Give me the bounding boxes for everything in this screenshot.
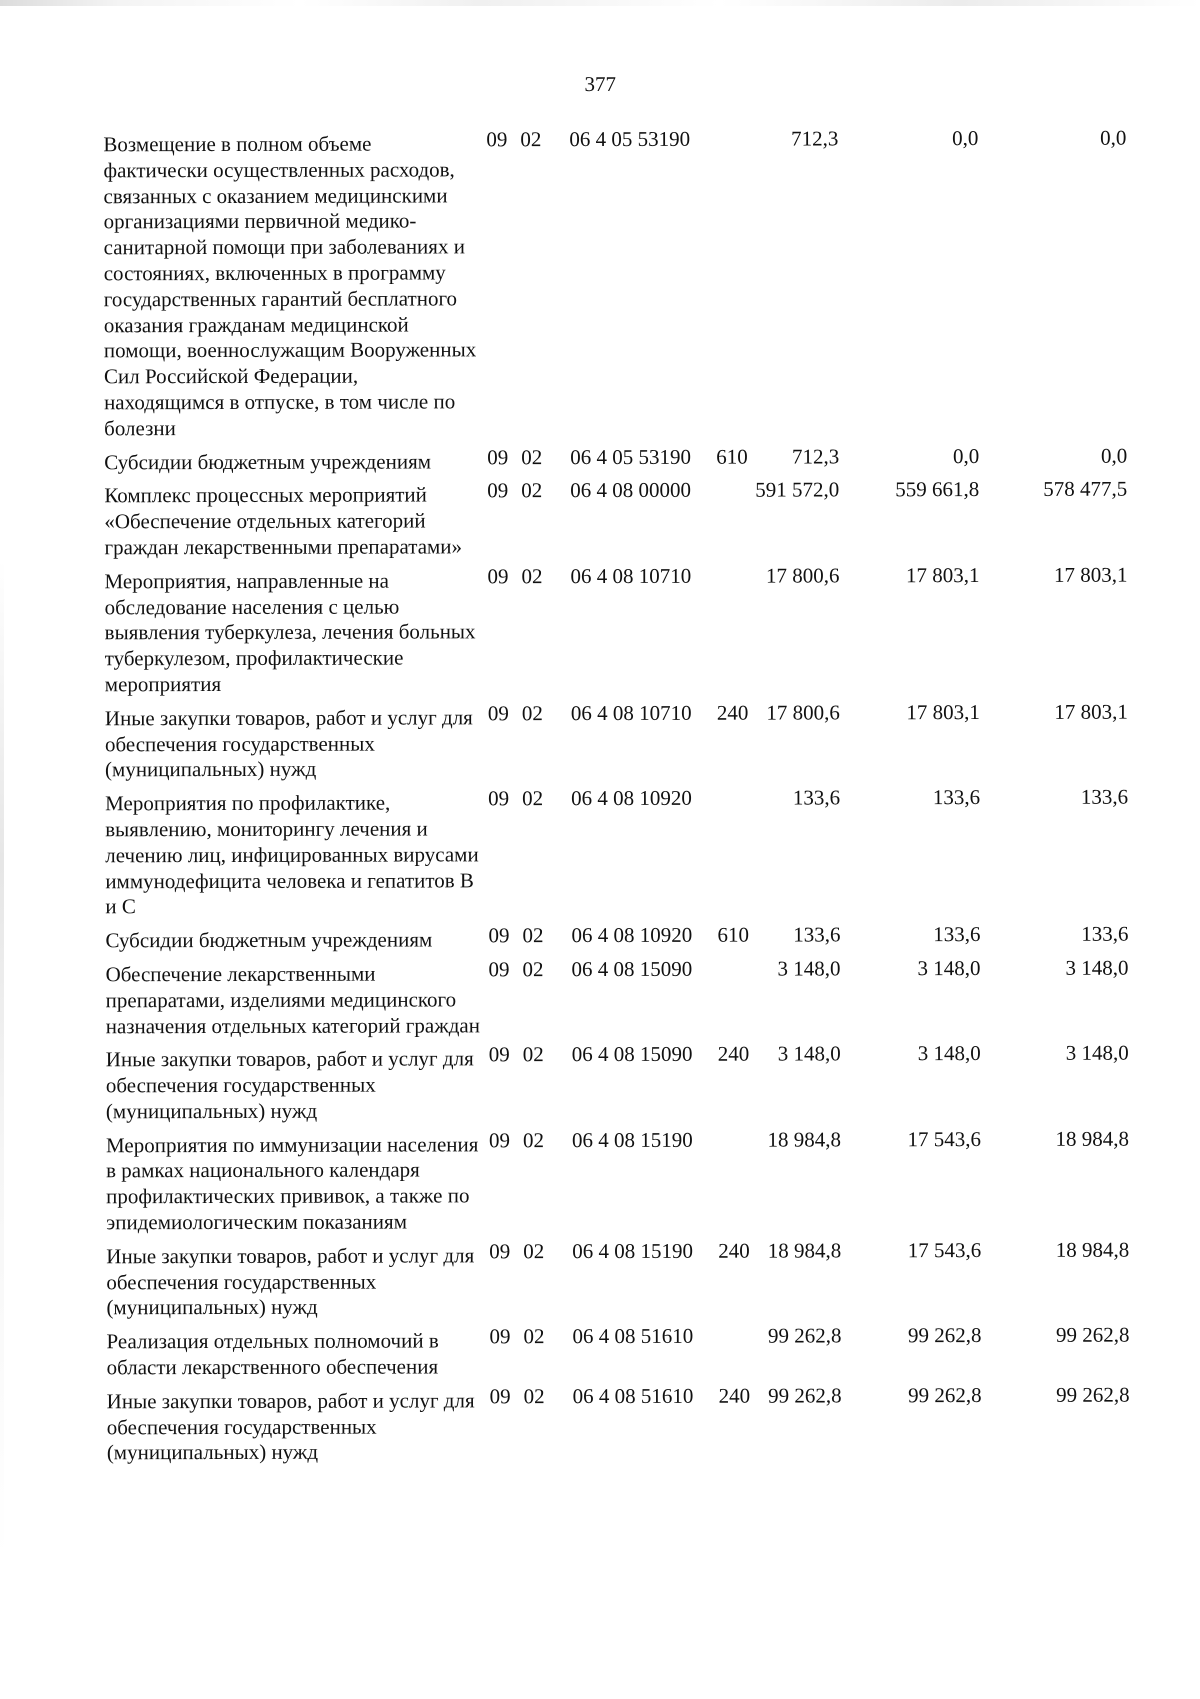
amount-year-3: 0,0	[1100, 125, 1127, 150]
budget-table	[103, 125, 1172, 1475]
subsection-code: 02	[522, 786, 544, 811]
amount-year-3: 578 477,5	[1043, 476, 1128, 502]
table-row	[104, 562, 1169, 698]
section-code: 09	[488, 786, 510, 811]
target-article-code: 06 4 08 51610	[572, 1383, 694, 1408]
target-article-code: 06 4 05 53190	[570, 444, 691, 469]
amount-year-3: 18 984,8	[1055, 1126, 1130, 1151]
amount-year-3: 17 803,1	[1053, 562, 1128, 587]
amount-year-2: 3 148,0	[917, 955, 981, 981]
target-article-code: 06 4 08 10920	[571, 922, 693, 948]
section-code: 09	[488, 957, 510, 982]
row-name: Возмещение в полном объеме фактически осуществленных расходов, связанных с оказанием медицинскими организациями первичной медико-санитарной помощи при заболеваниях и состояниях, включенных в программу государственных гарантий бесплатного оказания гражданам медицинской помощи, военнослужащим Вооруженных Сил Российской Федерации, находящимся в отпуске, в том числе по болезни	[103, 131, 477, 441]
expense-type-code: 240	[716, 700, 749, 725]
amount-year-2: 17 803,1	[906, 699, 980, 724]
amount-year-2: 0,0	[952, 126, 979, 151]
amount-year-3: 3 148,0	[1065, 955, 1129, 980]
expense-type-code: 610	[716, 444, 748, 469]
amount-year-1: 99 262,8	[768, 1383, 842, 1408]
subsection-code: 02	[521, 444, 543, 469]
subsection-code: 02	[523, 1324, 545, 1349]
section-code: 09	[489, 1384, 511, 1409]
table-row	[104, 699, 1170, 783]
subsection-code: 02	[522, 923, 544, 948]
amount-year-1: 133,6	[792, 785, 841, 810]
table-row	[103, 125, 1169, 442]
row-name: Мероприятия, направленные на обследование населения с целью выявления туберкулеза, лечения больных туберкулезом, профилактические мероприятия	[104, 568, 476, 697]
amount-year-2: 17 543,6	[907, 1237, 982, 1263]
table-row	[105, 921, 1170, 955]
amount-year-1: 3 148,0	[777, 956, 841, 981]
page-number: 377	[584, 71, 617, 97]
table-row	[106, 1237, 1171, 1321]
amount-year-1: 591 572,0	[755, 477, 840, 502]
table-row	[105, 784, 1170, 921]
expense-type-code: 610	[717, 922, 749, 947]
section-code: 09	[488, 923, 510, 948]
table-row	[104, 443, 1169, 476]
row-name: Иные закупки товаров, работ и услуг для обеспечения государственных (муниципальных) нужд	[104, 705, 473, 782]
row-name: Комплекс процессных мероприятий «Обеспечение отдельных категорий граждан лекарственными препаратами»	[104, 482, 463, 560]
amount-year-1: 18 984,8	[767, 1238, 842, 1263]
target-article-code: 06 4 08 15190	[572, 1238, 694, 1263]
row-name: Обеспечение лекарственными препаратами, изделиями медицинского назначения отдельных категорий граждан	[105, 961, 481, 1038]
section-code: 09	[489, 1324, 511, 1349]
target-article-code: 06 4 08 15090	[571, 956, 693, 981]
target-article-code: 06 4 08 10710	[570, 563, 692, 588]
amount-year-3: 99 262,8	[1055, 1322, 1130, 1348]
amount-year-2: 17 543,6	[907, 1126, 982, 1151]
table-row	[106, 1322, 1171, 1381]
amount-year-1: 99 262,8	[767, 1323, 842, 1348]
table-row	[106, 1382, 1172, 1466]
row-name: Мероприятия по профилактике, выявлению, мониторингу лечения и лечению лиц, инфицированных вирусами иммунодефицита человека и гепатитов B и C	[105, 790, 479, 919]
target-article-code: 06 4 08 10920	[571, 785, 692, 811]
expense-type-code: 240	[718, 1238, 750, 1263]
amount-year-3: 17 803,1	[1054, 699, 1128, 724]
section-code: 09	[487, 478, 509, 503]
expense-type-code: 240	[718, 1383, 751, 1408]
amount-year-1: 3 148,0	[777, 1041, 841, 1066]
amount-year-3: 0,0	[1100, 443, 1128, 468]
section-code: 09	[487, 444, 509, 469]
row-name: Иные закупки товаров, работ и услуг для обеспечения государственных (муниципальных) нужд	[106, 1388, 475, 1465]
amount-year-1: 17 800,6	[765, 563, 840, 588]
expense-type-code: 240	[717, 1041, 750, 1066]
amount-year-2: 133,6	[932, 785, 981, 810]
subsection-code: 02	[522, 957, 544, 982]
target-article-code: 06 4 08 15190	[571, 1127, 693, 1152]
amount-year-1: 712,3	[791, 126, 839, 151]
table-row	[104, 476, 1169, 561]
row-name: Иные закупки товаров, работ и услуг для обеспечения государственных (муниципальных) нужд	[105, 1046, 474, 1124]
subsection-code: 02	[522, 1127, 545, 1152]
amount-year-1: 18 984,8	[767, 1127, 842, 1152]
amount-year-3: 3 148,0	[1065, 1040, 1129, 1066]
subsection-code: 02	[520, 127, 542, 152]
amount-year-2: 133,6	[933, 922, 981, 947]
table-row	[105, 1126, 1171, 1236]
section-code: 09	[488, 1042, 510, 1067]
row-name: Иные закупки товаров, работ и услуг для обеспечения государственных (муниципальных) нужд	[106, 1243, 475, 1320]
amount-year-2: 99 262,8	[907, 1323, 982, 1348]
subsection-code: 02	[521, 563, 543, 588]
section-code: 09	[486, 127, 508, 152]
target-article-code: 06 4 08 10710	[570, 700, 692, 725]
amount-year-2: 99 262,8	[908, 1382, 982, 1408]
row-name: Реализация отдельных полномочий в области лекарственного обеспечения	[106, 1328, 439, 1380]
subsection-code: 02	[521, 478, 543, 503]
amount-year-2: 17 803,1	[905, 562, 980, 587]
amount-year-3: 18 984,8	[1055, 1237, 1130, 1262]
amount-year-1: 17 800,6	[766, 700, 840, 725]
amount-year-2: 3 148,0	[917, 1041, 981, 1066]
amount-year-3: 133,6	[1080, 784, 1129, 809]
target-article-code: 06 4 05 53190	[569, 126, 691, 152]
row-name: Мероприятия по иммунизации населения в рамках национального календаря профилактических прививок, а также по эпидемиологическим показаниям	[105, 1132, 479, 1235]
section-code: 09	[487, 700, 509, 726]
section-code: 09	[487, 563, 509, 589]
row-name: Субсидии бюджетным учреждениям	[105, 927, 433, 953]
target-article-code: 06 4 08 51610	[572, 1324, 694, 1349]
table-row	[105, 955, 1171, 1039]
target-article-code: 06 4 08 15090	[571, 1042, 693, 1067]
row-name: Субсидии бюджетным учреждениям	[104, 449, 432, 474]
amount-year-3: 99 262,8	[1056, 1382, 1130, 1407]
amount-year-3: 133,6	[1081, 921, 1129, 946]
subsection-code: 02	[523, 1384, 545, 1409]
amount-year-2: 0,0	[952, 443, 980, 468]
subsection-code: 02	[522, 1042, 544, 1067]
target-article-code: 06 4 08 00000	[570, 478, 692, 503]
amount-year-1: 133,6	[793, 922, 841, 947]
section-code: 09	[489, 1239, 511, 1264]
subsection-code: 02	[521, 700, 543, 725]
subsection-code: 02	[523, 1239, 545, 1264]
amount-year-2: 559 661,8	[895, 477, 980, 502]
amount-year-1: 712,3	[791, 443, 840, 469]
section-code: 09	[488, 1127, 511, 1152]
table-row	[105, 1040, 1171, 1125]
